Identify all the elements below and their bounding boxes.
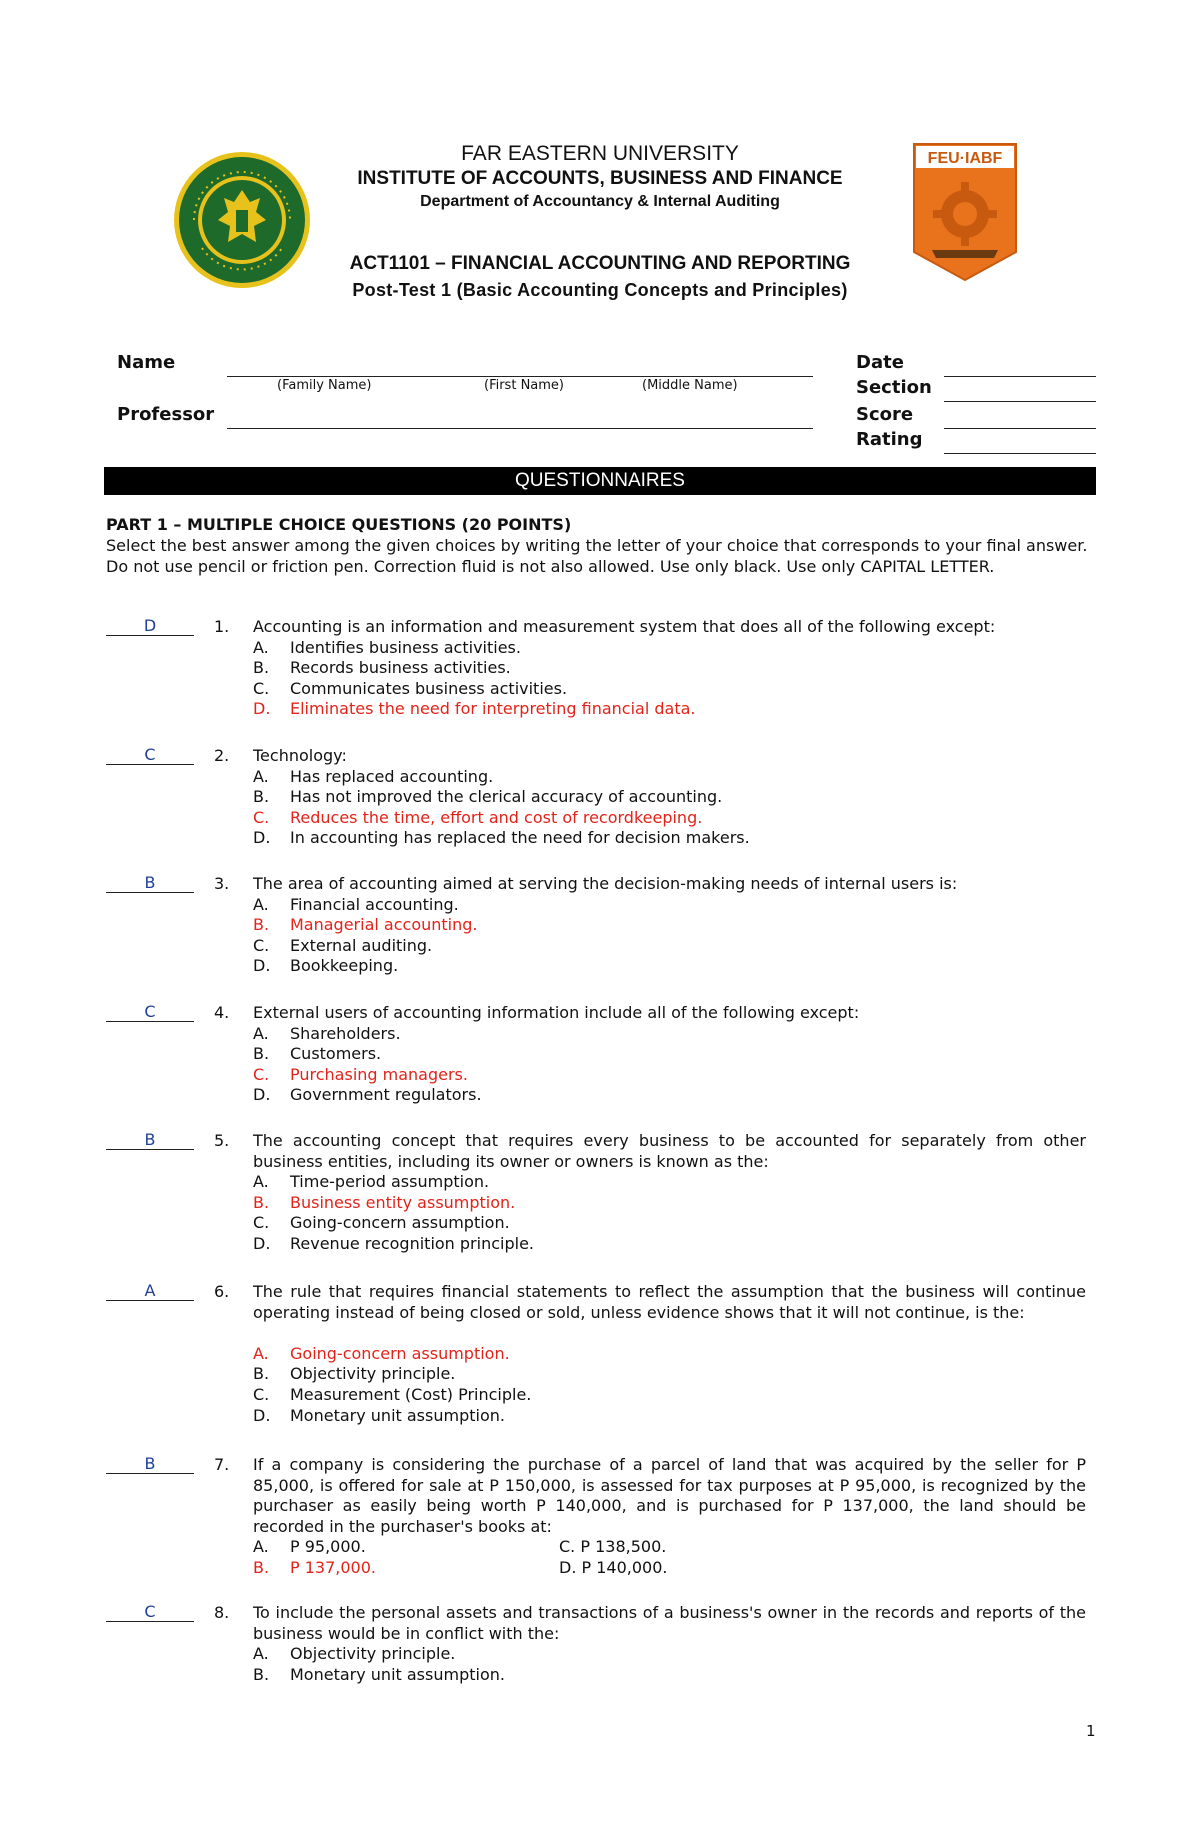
option-text: Customers. (290, 1044, 382, 1064)
answer-option (253, 658, 1086, 679)
professor-label: Professor (117, 404, 215, 425)
name-field[interactable] (227, 376, 813, 377)
option-text: Purchasing managers. (290, 1064, 468, 1084)
question-number: 8. (214, 1603, 230, 1622)
question-stem: Technology: (253, 746, 347, 765)
question-number: 5. (214, 1131, 230, 1150)
answer-blank[interactable]: B (106, 874, 194, 893)
option-letter: D. (253, 1405, 271, 1425)
option-letter: B. (253, 1664, 270, 1684)
option-letter: C. (253, 807, 270, 827)
option-text-right: C. P 138,500. (559, 1537, 667, 1557)
answer-option (253, 1193, 1086, 1214)
answer-option (253, 1406, 1086, 1427)
svg-text:FEU·IABF: FEU·IABF (927, 150, 1003, 167)
answer-blank[interactable]: B (106, 1455, 194, 1474)
answer-option (253, 1344, 1086, 1365)
answer-option (253, 699, 1086, 720)
answer-blank[interactable]: C (106, 1003, 194, 1022)
option-list (253, 767, 1086, 849)
answer-option (253, 1364, 1086, 1385)
option-text-right: D. P 140,000. (559, 1557, 668, 1577)
option-text: P 95,000. (290, 1537, 366, 1557)
answer-blank[interactable]: D (106, 617, 194, 636)
option-letter: A. (253, 637, 269, 657)
option-text: Going-concern assumption. (290, 1213, 510, 1233)
answer-blank[interactable]: C (106, 1603, 194, 1622)
answer-option (253, 915, 1086, 936)
option-text: Business entity assumption. (290, 1192, 516, 1212)
option-text: Objectivity principle. (290, 1364, 456, 1384)
answer-option (253, 1213, 1086, 1234)
answer-option (253, 1558, 1086, 1579)
answer-option (253, 895, 1086, 916)
option-letter: A. (253, 1537, 269, 1557)
option-letter: B. (253, 658, 270, 678)
option-text: Time-period assumption. (290, 1172, 490, 1192)
option-letter: D. (253, 1233, 271, 1253)
question-number: 4. (214, 1003, 230, 1022)
option-letter: A. (253, 1172, 269, 1192)
first-name-caption: (First Name) (484, 378, 564, 393)
answer-option (253, 956, 1086, 977)
option-text: Shareholders. (290, 1023, 401, 1043)
option-text: Eliminates the need for interpreting financial data. (290, 699, 696, 719)
option-list (253, 1344, 1086, 1426)
option-list (253, 1172, 1086, 1254)
professor-field[interactable] (227, 428, 813, 429)
question-stem: External users of accounting information include all of the following except: (253, 1003, 860, 1022)
part1-instructions: Select the best answer among the given choices by writing the letter of your choice that corresponds to your final answer. Do not use pencil or friction pen. Correction fluid is not also allowed. Use only black. Use only CAPITAL LETTER. (106, 536, 1088, 576)
test-title: Post-Test 1 (Basic Accounting Concepts and Principles) (352, 280, 848, 300)
option-list (253, 1024, 1086, 1106)
option-text: Has replaced accounting. (290, 766, 494, 786)
option-text: Identifies business activities. (290, 637, 521, 657)
option-letter: D. (253, 828, 271, 848)
option-text: Going-concern assumption. (290, 1343, 510, 1363)
question-number: 6. (214, 1282, 230, 1301)
option-text: Bookkeeping. (290, 956, 399, 976)
option-text: Revenue recognition principle. (290, 1233, 534, 1253)
question-number: 7. (214, 1455, 230, 1474)
department-name: Department of Accountancy & Internal Auditing (420, 193, 780, 210)
answer-option (253, 1065, 1086, 1086)
option-letter: C. (253, 1384, 270, 1404)
questionnaires-banner: QUESTIONNAIRES (104, 467, 1096, 495)
option-text: External auditing. (290, 935, 433, 955)
question-stem: To include the personal assets and transactions of a business's owner in the records and reports of the business would be in conflict with the: (253, 1603, 1086, 1643)
answer-option (253, 1644, 1086, 1665)
date-field[interactable] (944, 376, 1096, 377)
option-text: In accounting has replaced the need for decision makers. (290, 828, 750, 848)
answer-option (253, 1085, 1086, 1106)
score-label: Score (856, 404, 914, 425)
option-letter: B. (253, 1364, 270, 1384)
answer-option (253, 808, 1086, 829)
option-list (253, 1537, 1086, 1578)
part1-title: PART 1 – MULTIPLE CHOICE QUESTIONS (20 POINTS) (106, 515, 572, 534)
option-text: Monetary unit assumption. (290, 1664, 505, 1684)
score-field[interactable] (944, 428, 1096, 429)
option-letter: A. (253, 1343, 269, 1363)
answer-option (253, 828, 1086, 849)
question-stem: Accounting is an information and measurement system that does all of the following except: (253, 617, 996, 636)
answer-blank[interactable]: B (106, 1131, 194, 1150)
rating-field[interactable] (944, 453, 1096, 454)
rating-label: Rating (856, 429, 923, 450)
option-text: Government regulators. (290, 1085, 482, 1105)
option-text: Reduces the time, effort and cost of recordkeeping. (290, 807, 703, 827)
section-field[interactable] (944, 401, 1096, 402)
option-list (253, 895, 1086, 977)
answer-option (253, 1044, 1086, 1065)
answer-option (253, 787, 1086, 808)
option-list (253, 1644, 1086, 1685)
option-letter: A. (253, 766, 269, 786)
option-text: Records business activities. (290, 658, 511, 678)
answer-blank[interactable]: A (106, 1282, 194, 1301)
question-stem: If a company is considering the purchase of a parcel of land that was acquired by the seller for P 85,000, is offered for sale at P 150,000, is assessed for tax purposes at P 95,000, is recognized by the purchaser as easily being worth P 140,000, and is purchased for P 137,000, the land should be recorded in the purchaser's books at: (253, 1455, 1086, 1536)
date-label: Date (856, 352, 904, 373)
question-number: 1. (214, 617, 230, 636)
university-name: FAR EASTERN UNIVERSITY (461, 142, 739, 165)
option-letter: D. (253, 699, 271, 719)
institute-name: INSTITUTE OF ACCOUNTS, BUSINESS AND FINANCE (357, 168, 843, 189)
option-letter: D. (253, 956, 271, 976)
option-letter: B. (253, 1044, 270, 1064)
option-letter: A. (253, 1023, 269, 1043)
option-text: Monetary unit assumption. (290, 1405, 505, 1425)
answer-option (253, 936, 1086, 957)
answer-option (253, 1385, 1086, 1406)
question-stem: The accounting concept that requires every business to be accounted for separately from other business entities, including its owner or owners is known as the: (253, 1131, 1086, 1171)
answer-option (253, 1234, 1086, 1255)
option-letter: C. (253, 935, 270, 955)
option-letter: B. (253, 915, 270, 935)
option-text: Has not improved the clerical accuracy of accounting. (290, 787, 723, 807)
question-number: 3. (214, 874, 230, 893)
option-letter: D. (253, 1085, 271, 1105)
option-text: Financial accounting. (290, 894, 459, 914)
question-stem: The rule that requires financial statements to reflect the assumption that the business will continue operating instead of being closed or sold, unless evidence shows that it will not continue, is the: (253, 1282, 1086, 1322)
answer-option (253, 638, 1086, 659)
question-number: 2. (214, 746, 230, 765)
option-letter: C. (253, 1064, 270, 1084)
answer-option (253, 1172, 1086, 1193)
option-letter: C. (253, 678, 270, 698)
question-stem: The area of accounting aimed at serving the decision-making needs of internal users is: (253, 874, 958, 893)
name-label: Name (117, 352, 176, 373)
option-letter: C. (253, 1213, 270, 1233)
option-letter: A. (253, 1644, 269, 1664)
answer-option (253, 679, 1086, 700)
family-name-caption: (Family Name) (277, 378, 372, 393)
section-label: Section (856, 377, 932, 398)
option-letter: B. (253, 787, 270, 807)
option-letter: B. (253, 1192, 270, 1212)
option-letter: B. (253, 1557, 270, 1577)
option-text: Objectivity principle. (290, 1644, 456, 1664)
answer-option (253, 1665, 1086, 1686)
answer-blank[interactable]: C (106, 746, 194, 765)
middle-name-caption: (Middle Name) (642, 378, 738, 393)
course-title: ACT1101 – FINANCIAL ACCOUNTING AND REPORTING (349, 253, 851, 274)
option-text: Measurement (Cost) Principle. (290, 1384, 532, 1404)
option-list (253, 638, 1086, 720)
option-letter: A. (253, 894, 269, 914)
page-number: 1 (1086, 1722, 1096, 1740)
option-text: Managerial accounting. (290, 915, 478, 935)
answer-option (253, 767, 1086, 788)
option-text: P 137,000. (290, 1557, 376, 1577)
option-text: Communicates business activities. (290, 678, 568, 698)
answer-option (253, 1024, 1086, 1045)
answer-option (253, 1537, 1086, 1558)
